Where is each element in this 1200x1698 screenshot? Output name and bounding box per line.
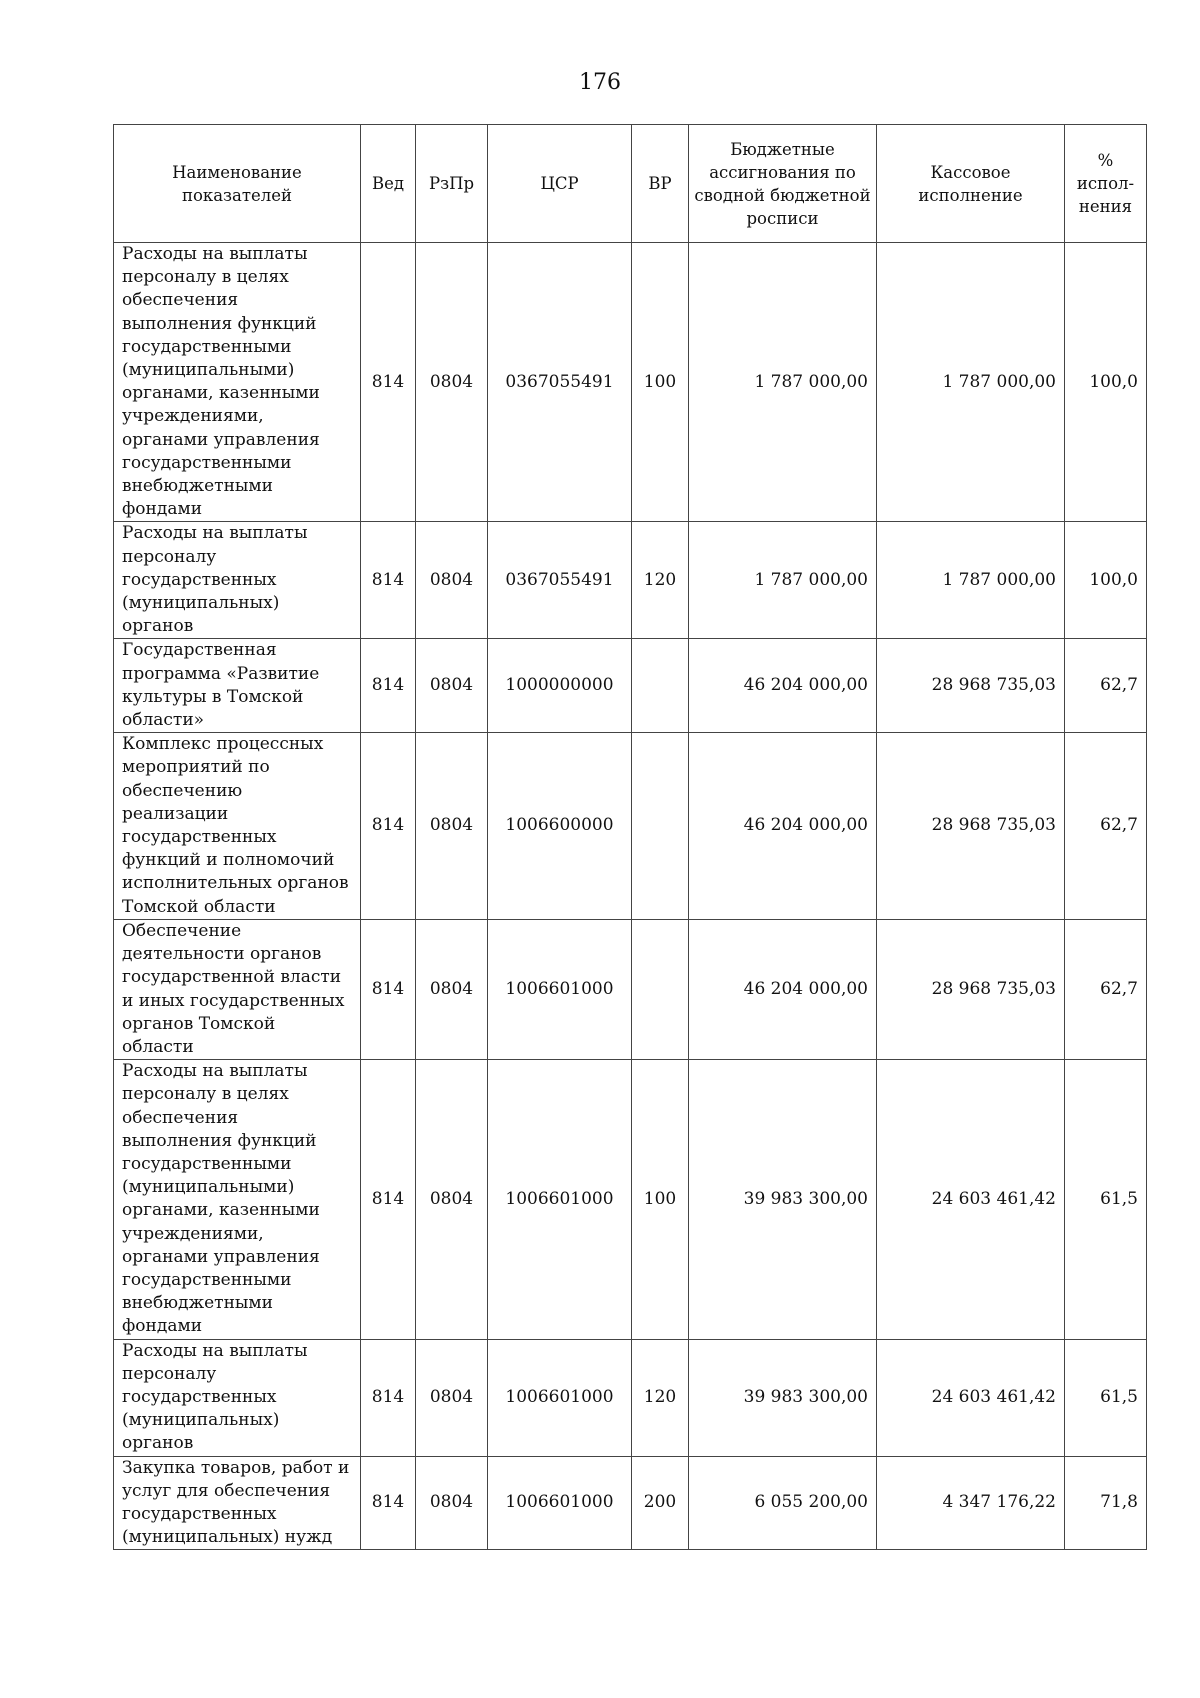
- row-cash: 24 603 461,42: [877, 1060, 1065, 1339]
- row-cash: 28 968 735,03: [877, 639, 1065, 733]
- row-rzpr: 0804: [416, 639, 488, 733]
- row-cash: 1 787 000,00: [877, 522, 1065, 639]
- table-row: [114, 919, 1147, 1059]
- row-csr: 1006601000: [488, 919, 632, 1059]
- row-vr: 120: [632, 1339, 689, 1456]
- row-vr: [632, 919, 689, 1059]
- row-rzpr: 0804: [416, 1339, 488, 1456]
- row-cash: 4 347 176,22: [877, 1456, 1065, 1550]
- row-percent: 62,7: [1065, 919, 1147, 1059]
- row-ved: 814: [361, 243, 416, 522]
- row-cash: 24 603 461,42: [877, 1339, 1065, 1456]
- row-budget: 39 983 300,00: [689, 1060, 877, 1339]
- row-percent: 100,0: [1065, 243, 1147, 522]
- row-name: Расходы на выплаты персоналу в целях обеспечения выполнения функций государственными (муниципальными) органами, казенными учреждениями, органами управления государственными внебюджетными фондами: [114, 243, 361, 522]
- table-row: [114, 1060, 1147, 1339]
- row-vr: 120: [632, 522, 689, 639]
- row-name: Обеспечение деятельности органов государственной власти и иных государственных органов Томской области: [114, 919, 361, 1059]
- page-number: 176: [579, 70, 621, 95]
- table-row: [114, 1339, 1147, 1456]
- row-rzpr: 0804: [416, 1060, 488, 1339]
- row-ved: 814: [361, 639, 416, 733]
- row-percent: 61,5: [1065, 1339, 1147, 1456]
- row-csr: 0367055491: [488, 243, 632, 522]
- row-cash: 1 787 000,00: [877, 243, 1065, 522]
- header-rzpr: РзПр: [416, 125, 488, 243]
- row-vr: 200: [632, 1456, 689, 1550]
- row-budget: 39 983 300,00: [689, 1339, 877, 1456]
- table-row: [114, 522, 1147, 639]
- row-budget: 46 204 000,00: [689, 639, 877, 733]
- row-name: Государственная программа «Развитие культуры в Томской области»: [114, 639, 361, 733]
- table-row: [114, 1456, 1147, 1550]
- table-row: [114, 243, 1147, 522]
- row-budget: 6 055 200,00: [689, 1456, 877, 1550]
- row-rzpr: 0804: [416, 733, 488, 920]
- row-csr: 0367055491: [488, 522, 632, 639]
- row-vr: 100: [632, 1060, 689, 1339]
- row-percent: 62,7: [1065, 733, 1147, 920]
- row-vr: [632, 639, 689, 733]
- header-name: Наименование показателей: [114, 125, 361, 243]
- header-row: [114, 125, 1147, 243]
- row-rzpr: 0804: [416, 1456, 488, 1550]
- row-ved: 814: [361, 733, 416, 920]
- row-budget: 46 204 000,00: [689, 919, 877, 1059]
- row-vr: [632, 733, 689, 920]
- header-cash: Кассовое исполнение: [877, 125, 1065, 243]
- row-budget: 46 204 000,00: [689, 733, 877, 920]
- row-budget: 1 787 000,00: [689, 522, 877, 639]
- header-csr: ЦСР: [488, 125, 632, 243]
- row-percent: 61,5: [1065, 1060, 1147, 1339]
- header-ved: Вед: [361, 125, 416, 243]
- row-cash: 28 968 735,03: [877, 733, 1065, 920]
- row-name: Закупка товаров, работ и услуг для обеспечения государственных (муниципальных) нужд: [114, 1456, 361, 1550]
- row-name: Расходы на выплаты персоналу государственных (муниципальных) органов: [114, 522, 361, 639]
- row-vr: 100: [632, 243, 689, 522]
- row-percent: 71,8: [1065, 1456, 1147, 1550]
- row-rzpr: 0804: [416, 522, 488, 639]
- table-row: [114, 639, 1147, 733]
- row-csr: 1000000000: [488, 639, 632, 733]
- table-row: [114, 733, 1147, 920]
- row-csr: 1006601000: [488, 1456, 632, 1550]
- row-name: Комплекс процессных мероприятий по обеспечению реализации государственных функций и полномочий исполнительных органов Томской области: [114, 733, 361, 920]
- header-vr: ВР: [632, 125, 689, 243]
- row-ved: 814: [361, 1339, 416, 1456]
- row-name: Расходы на выплаты персоналу в целях обеспечения выполнения функций государственными (муниципальными) органами, казенными учреждениями, органами управления государственными внебюджетными фондами: [114, 1060, 361, 1339]
- row-ved: 814: [361, 1456, 416, 1550]
- header-budget: Бюджетные ассигнования по сводной бюджетной росписи: [689, 125, 877, 243]
- budget-execution-table: [113, 124, 1147, 1550]
- row-csr: 1006601000: [488, 1339, 632, 1456]
- header-percent: % испол-нения: [1065, 125, 1147, 243]
- row-percent: 100,0: [1065, 522, 1147, 639]
- row-budget: 1 787 000,00: [689, 243, 877, 522]
- row-ved: 814: [361, 919, 416, 1059]
- row-rzpr: 0804: [416, 243, 488, 522]
- row-ved: 814: [361, 1060, 416, 1339]
- row-csr: 1006601000: [488, 1060, 632, 1339]
- row-rzpr: 0804: [416, 919, 488, 1059]
- row-ved: 814: [361, 522, 416, 639]
- row-name: Расходы на выплаты персоналу государственных (муниципальных) органов: [114, 1339, 361, 1456]
- row-percent: 62,7: [1065, 639, 1147, 733]
- row-cash: 28 968 735,03: [877, 919, 1065, 1059]
- row-csr: 1006600000: [488, 733, 632, 920]
